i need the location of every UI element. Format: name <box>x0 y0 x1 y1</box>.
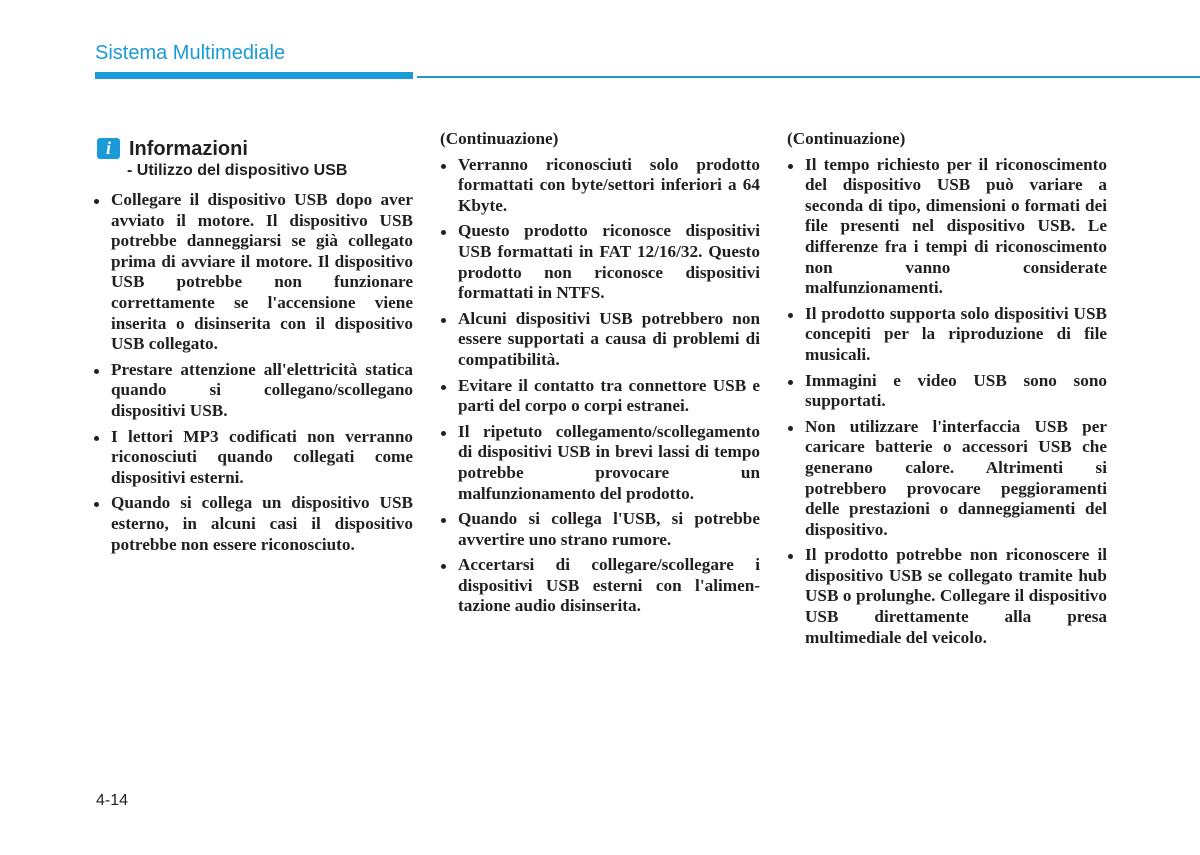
bullet-icon <box>788 426 793 431</box>
bullet-icon <box>788 313 793 318</box>
bullet-icon <box>788 380 793 385</box>
list-item: Non utilizzare l'interfaccia USB per caricare batterie o accessori USB che generano calore. Altrimenti si potrebbero provocare peggioramenti delle prestazioni o danneggiamenti del dispositivo. <box>787 417 1107 541</box>
bullet-icon <box>441 230 446 235</box>
page-number: 4-14 <box>96 792 129 809</box>
list-item: Quando si collega un dispositivo USB esterno, in alcuni casi il dispositivo potrebbe non essere riconosciuto. <box>93 493 413 555</box>
list-item: Verranno riconosciuti solo prodotto formattati con byte/settori inferiori a 64 Kbyte. <box>440 155 760 217</box>
section-title: Sistema Multimediale <box>95 42 286 64</box>
bullet-icon <box>94 436 99 441</box>
list-item: Il ripetuto collegamento/scollegamento di dispositivi USB in brevi lassi di tempo potrebbe provocare un malfunzionamento del prodotto. <box>440 422 760 504</box>
text-column-3 <box>787 129 1107 653</box>
bullet-list-2 <box>440 155 760 617</box>
list-item: Quando si collega l'USB, si potrebbe avvertire uno strano rumore. <box>440 509 760 550</box>
text-column-2 <box>440 129 760 622</box>
list-item: I lettori MP3 codificati non verranno riconosciuti quando collegati come dispositivi esterni. <box>93 427 413 489</box>
list-item: Il tempo richiesto per il riconoscimento del dispositivo USB può variare a seconda di tipo, dimensioni o formati dei file presenti nel dispositivo USB. Le differenze fra i tempi di riconoscimento non vanno considerate malfunzionamenti. <box>787 155 1107 299</box>
continuation-label: (Continuazione) <box>787 129 906 148</box>
bullet-list-1 <box>93 190 413 555</box>
info-subtitle: - Utilizzo del dispositivo USB <box>127 162 348 179</box>
list-item: Questo prodotto riconosce dispositivi USB formattati in FAT 12/16/32. Questo prodotto non riconosce dispositivi formattati in NTFS. <box>440 221 760 303</box>
bullet-icon <box>441 385 446 390</box>
continuation-label: (Continuazione) <box>440 129 559 148</box>
text-column-1 <box>93 190 413 560</box>
bullet-list-3 <box>787 155 1107 649</box>
info-title: Informazioni <box>129 138 248 160</box>
bullet-icon <box>788 164 793 169</box>
list-item: Immagini e video USB sono sono supportati. <box>787 371 1107 412</box>
list-item: Prestare attenzione all'elettricità statica quando si collegano/scollegano dispositivi USB. <box>93 360 413 422</box>
bullet-icon <box>441 431 446 436</box>
bullet-icon <box>788 554 793 559</box>
list-item: Collegare il dispositivo USB dopo aver avviato il motore. Il dispositivo USB potrebbe danneggiarsi se già collegato prima di avviare il motore. Il dispositivo USB potrebbe non funzionare correttamente se l'accensione viene inserita o disinserita con il dispositivo USB collegato. <box>93 190 413 355</box>
bullet-icon <box>441 318 446 323</box>
bullet-icon <box>441 564 446 569</box>
bullet-icon <box>441 518 446 523</box>
info-icon: i <box>97 138 120 159</box>
header-rule-thin <box>417 76 1200 78</box>
list-item: Evitare il contatto tra connettore USB e parti del corpo o corpi estranei. <box>440 376 760 417</box>
list-item: Il prodotto supporta solo dispositivi USB concepiti per la riproduzione di file musicali. <box>787 304 1107 366</box>
header-rule-thick <box>95 72 413 79</box>
bullet-icon <box>441 164 446 169</box>
bullet-icon <box>94 199 99 204</box>
list-item: Accertarsi di collegare/scollegare i dispositivi USB esterni con l'alimentazione audio disinserita. <box>440 555 760 617</box>
list-item: Alcuni dispositivi USB potrebbero non essere supportati a causa di problemi di compatibilità. <box>440 309 760 371</box>
bullet-icon <box>94 369 99 374</box>
list-item: Il prodotto potrebbe non riconoscere il dispositivo USB se collegato tramite hub USB o prolunghe. Collegare il dispositivo USB direttamente alla presa multimediale del veicolo. <box>787 545 1107 648</box>
bullet-icon <box>94 502 99 507</box>
